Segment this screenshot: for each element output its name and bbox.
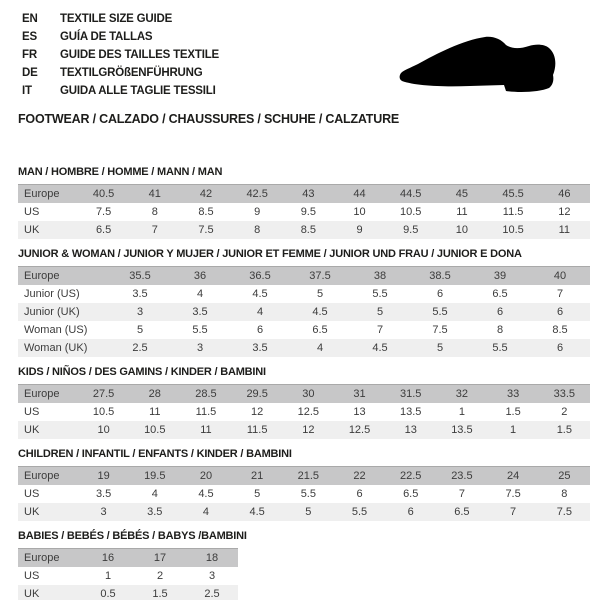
size-table-section — [18, 448, 590, 521]
size-cell: 5 — [254, 488, 261, 500]
language-code: EN — [22, 13, 38, 25]
language-label: TEXTILE SIZE GUIDE — [60, 13, 173, 25]
size-cell: 6 — [530, 339, 590, 357]
size-table-section — [18, 366, 590, 439]
size-cell: 4 — [290, 339, 350, 357]
size-cell: 9 — [334, 221, 385, 239]
size-cell: 10 — [436, 221, 487, 239]
size-tables — [18, 166, 590, 600]
row-label: Junior (UK) — [18, 303, 110, 321]
size-cell: 18 — [186, 549, 238, 568]
size-cell: 9.5 — [385, 221, 436, 239]
size-cell: 8.5 — [198, 206, 214, 218]
table-title: KIDS / NIÑOS / DES GAMINS / KINDER / BAMBINI — [18, 366, 266, 378]
size-cell: 44.5 — [385, 185, 436, 204]
size-cell: 4.5 — [198, 488, 214, 500]
size-cell: 22.5 — [385, 467, 436, 486]
size-table — [18, 266, 590, 357]
size-cell: 6 — [530, 303, 590, 321]
size-cell: 32 — [436, 385, 487, 404]
size-cell: 6.5 — [312, 324, 328, 336]
size-cell: 31.5 — [385, 385, 436, 404]
size-cell: 5.5 — [300, 488, 316, 500]
row-label: US — [24, 406, 40, 418]
language-code: IT — [22, 85, 32, 97]
size-cell: 13 — [353, 406, 366, 418]
size-cell: 1.5 — [539, 421, 590, 439]
size-cell: 5.5 — [470, 339, 530, 357]
size-cell: 45.5 — [488, 185, 539, 204]
size-cell: 42.5 — [232, 185, 283, 204]
table-title: CHILDREN / INFANTIL / ENFANTS / KINDER / BAMBINI — [18, 448, 292, 460]
size-cell: 3.5 — [170, 303, 230, 321]
row-label: Junior (US) — [24, 288, 80, 300]
size-cell: 5.5 — [334, 503, 385, 521]
category-heading: FOOTWEAR / CALZADO / CHAUSSURES / SCHUHE / CALZATURE — [18, 112, 400, 126]
size-cell: 4.5 — [290, 303, 350, 321]
size-cell: 29.5 — [232, 385, 283, 404]
table-row — [18, 385, 590, 404]
size-cell: 20 — [180, 467, 231, 486]
table-row — [18, 303, 590, 321]
size-cell: 11.5 — [502, 206, 524, 218]
size-cell: 46 — [539, 185, 590, 204]
size-cell: 5 — [410, 339, 470, 357]
size-table — [18, 466, 590, 521]
size-cell: 11.5 — [195, 406, 217, 418]
table-row — [18, 549, 238, 568]
size-cell: 8.5 — [552, 324, 568, 336]
size-cell: 11 — [456, 206, 468, 218]
row-label: Woman (UK) — [18, 339, 110, 357]
size-cell: 42 — [180, 185, 231, 204]
language-code: DE — [22, 67, 38, 79]
size-cell: 2.5 — [110, 339, 170, 357]
size-cell: 5 — [316, 288, 324, 300]
size-table-section — [18, 530, 590, 600]
dress-shoe-icon — [398, 32, 572, 94]
size-cell: 4 — [180, 503, 231, 521]
table-row — [18, 221, 590, 239]
size-cell: 1 — [104, 570, 112, 582]
size-cell: 2 — [561, 406, 568, 418]
size-cell: 8 — [151, 206, 158, 218]
size-cell: 8 — [561, 488, 568, 500]
table-row — [18, 203, 590, 221]
size-cell: 12 — [558, 206, 571, 218]
table-row — [18, 321, 590, 339]
size-cell: 30 — [283, 385, 334, 404]
size-cell: 12 — [251, 406, 264, 418]
size-cell: 39 — [470, 267, 530, 286]
language-label: TEXTILGRÖßENFÜHRUNG — [60, 67, 203, 79]
size-cell: 11.5 — [232, 421, 283, 439]
size-cell: 45 — [436, 185, 487, 204]
size-cell: 28.5 — [180, 385, 231, 404]
size-cell: 3.5 — [95, 488, 112, 500]
size-cell: 3 — [208, 570, 216, 582]
size-cell: 40.5 — [78, 185, 129, 204]
table-row — [18, 421, 590, 439]
size-cell: 10 — [353, 206, 366, 218]
size-cell: 6.5 — [492, 288, 508, 300]
size-cell: 1.5 — [505, 406, 521, 418]
size-cell: 3 — [78, 503, 129, 521]
size-cell: 7.5 — [180, 221, 231, 239]
size-cell: 16 — [82, 549, 134, 568]
size-cell: 28 — [129, 385, 180, 404]
size-cell: 6 — [356, 488, 363, 500]
size-cell: 5 — [350, 303, 410, 321]
size-cell: 6.5 — [78, 221, 129, 239]
row-label: UK — [18, 585, 82, 600]
size-cell: 7 — [488, 503, 539, 521]
table-title: JUNIOR & WOMAN / JUNIOR Y MUJER / JUNIOR ET FEMME / JUNIOR UND FRAU / JUNIOR E DONA — [18, 248, 522, 260]
size-cell: 25 — [539, 467, 590, 486]
row-label: UK — [18, 503, 78, 521]
language-code: ES — [22, 31, 37, 43]
size-cell: 2.5 — [186, 585, 238, 600]
table-title: BABIES / BEBÉS / BÉBÉS / BABYS /BAMBINI — [18, 530, 247, 542]
table-row — [18, 285, 590, 303]
size-cell: 38 — [350, 267, 410, 286]
size-cell: 41 — [129, 185, 180, 204]
size-cell: 3 — [110, 303, 170, 321]
language-label: GUÍA DE TALLAS — [60, 31, 153, 43]
row-label: Europe — [18, 267, 110, 286]
size-cell: 12 — [283, 421, 334, 439]
size-cell: 40 — [530, 267, 590, 286]
size-cell: 2 — [156, 570, 164, 582]
size-cell: 6.5 — [403, 488, 419, 500]
size-cell: 4 — [196, 288, 204, 300]
size-table — [18, 384, 590, 439]
size-cell: 13.5 — [400, 406, 422, 418]
language-code: FR — [22, 49, 37, 61]
size-cell: 6 — [385, 503, 436, 521]
size-cell: 6 — [470, 303, 530, 321]
size-cell: 4 — [151, 488, 158, 500]
language-row — [22, 82, 219, 100]
size-cell: 11 — [539, 221, 590, 239]
row-label: Europe — [18, 549, 82, 568]
size-table — [18, 548, 238, 600]
size-cell: 1 — [458, 406, 465, 418]
size-cell: 37.5 — [290, 267, 350, 286]
size-cell: 3 — [170, 339, 230, 357]
size-cell: 4.5 — [350, 339, 410, 357]
language-row — [22, 28, 219, 46]
size-cell: 6 — [256, 324, 264, 336]
size-cell: 31 — [334, 385, 385, 404]
row-label: Europe — [18, 185, 78, 204]
table-row — [18, 403, 590, 421]
row-label: Europe — [18, 385, 78, 404]
row-label: US — [24, 488, 40, 500]
size-cell: 10.5 — [488, 221, 539, 239]
size-cell: 5.5 — [372, 288, 388, 300]
table-row — [18, 585, 238, 600]
size-cell: 5 — [283, 503, 334, 521]
size-cell: 23.5 — [436, 467, 487, 486]
size-cell: 3.5 — [132, 288, 148, 300]
size-cell: 11 — [149, 406, 161, 418]
size-cell: 10.5 — [92, 406, 115, 418]
size-cell: 12.5 — [334, 421, 385, 439]
row-label: UK — [18, 221, 78, 239]
size-cell: 17 — [134, 549, 186, 568]
row-label: UK — [18, 421, 78, 439]
table-row — [18, 503, 590, 521]
row-label: US — [24, 206, 40, 218]
language-label: GUIDE DES TAILLES TEXTILE — [60, 49, 219, 61]
language-label: GUIDA ALLE TAGLIE TESSILI — [60, 85, 216, 97]
table-row — [18, 567, 238, 585]
size-cell: 36.5 — [230, 267, 290, 286]
size-table-section — [18, 248, 590, 357]
size-cell: 24 — [488, 467, 539, 486]
language-row — [22, 10, 219, 28]
size-cell: 7 — [376, 324, 384, 336]
table-row — [18, 485, 590, 503]
language-row — [22, 46, 219, 64]
size-cell: 7 — [458, 488, 465, 500]
table-row — [18, 339, 590, 357]
size-cell: 19 — [78, 467, 129, 486]
size-cell: 7 — [129, 221, 180, 239]
size-cell: 35.5 — [110, 267, 170, 286]
size-cell: 4 — [230, 303, 290, 321]
language-list — [22, 10, 219, 100]
size-cell: 13 — [385, 421, 436, 439]
size-cell: 19.5 — [129, 467, 180, 486]
size-cell: 7.5 — [95, 206, 112, 218]
size-cell: 22 — [334, 467, 385, 486]
size-cell: 10.5 — [129, 421, 180, 439]
size-cell: 5 — [136, 324, 144, 336]
size-cell: 27.5 — [78, 385, 129, 404]
size-cell: 5.5 — [192, 324, 208, 336]
table-row — [18, 467, 590, 486]
row-label: Europe — [18, 467, 78, 486]
size-cell: 10 — [78, 421, 129, 439]
size-cell: 38.5 — [410, 267, 470, 286]
size-table-section — [18, 166, 590, 239]
size-cell: 7.5 — [505, 488, 521, 500]
row-label: Woman (US) — [24, 324, 88, 336]
size-cell: 44 — [334, 185, 385, 204]
size-cell: 6 — [436, 288, 444, 300]
size-cell: 21.5 — [283, 467, 334, 486]
size-cell: 36 — [170, 267, 230, 286]
size-cell: 7.5 — [539, 503, 590, 521]
size-cell: 8 — [232, 221, 283, 239]
size-cell: 13.5 — [436, 421, 487, 439]
size-cell: 12.5 — [297, 406, 320, 418]
size-cell: 3.5 — [129, 503, 180, 521]
size-cell: 1.5 — [134, 585, 186, 600]
size-cell: 43 — [283, 185, 334, 204]
size-cell: 33 — [488, 385, 539, 404]
size-cell: 4.5 — [252, 288, 268, 300]
size-cell: 9 — [254, 206, 261, 218]
size-cell: 11 — [180, 421, 231, 439]
size-cell: 33.5 — [539, 385, 590, 404]
size-cell: 10.5 — [400, 206, 422, 218]
size-cell: 6.5 — [436, 503, 487, 521]
table-title: MAN / HOMBRE / HOMME / MANN / MAN — [18, 166, 223, 178]
size-cell: 4.5 — [232, 503, 283, 521]
size-cell: 7 — [556, 288, 564, 300]
size-cell: 5.5 — [410, 303, 470, 321]
size-cell: 9.5 — [300, 206, 316, 218]
table-row — [18, 185, 590, 204]
table-row — [18, 267, 590, 286]
size-cell: 8.5 — [283, 221, 334, 239]
size-cell: 3.5 — [230, 339, 290, 357]
size-cell: 1 — [488, 421, 539, 439]
row-label: US — [24, 570, 40, 582]
size-table — [18, 184, 590, 239]
size-cell: 8 — [496, 324, 504, 336]
language-row — [22, 64, 219, 82]
size-cell: 21 — [232, 467, 283, 486]
size-cell: 0.5 — [82, 585, 134, 600]
size-cell: 7.5 — [432, 324, 448, 336]
